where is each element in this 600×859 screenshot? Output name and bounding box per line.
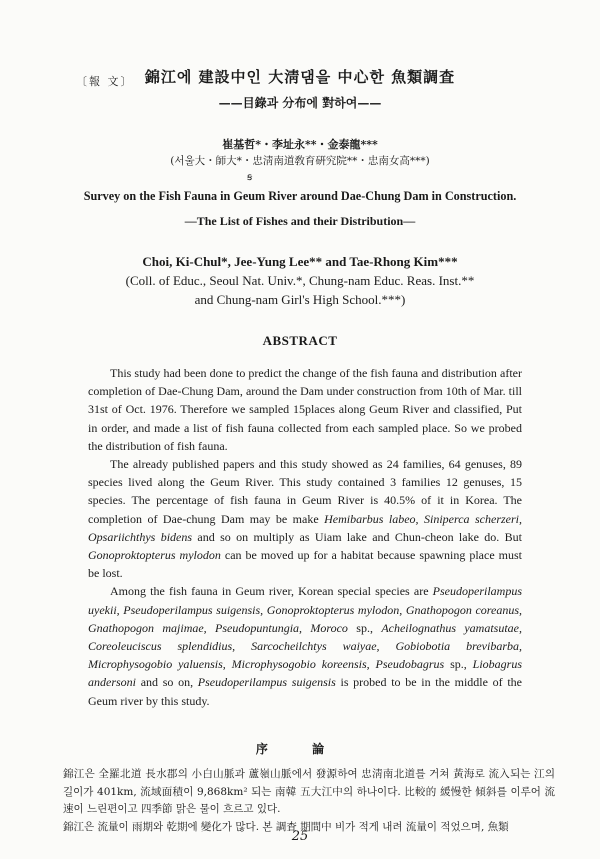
species-names: Hemibarbus labeo, Siniperca scherzeri, Opsariichthys bidens	[88, 511, 522, 544]
species-name: Gonoproktopterus mylodon	[88, 548, 221, 563]
english-affiliation-line1: (Coll. of Educ., Seoul Nat. Univ.*, Chung-nam Educ. Reas. Inst.**	[125, 273, 475, 288]
article-type-label: 〔報 文〕	[76, 75, 134, 88]
abstract-text: sp.,	[347, 620, 382, 635]
page-number: 25	[291, 829, 309, 844]
abstract-text: sp.,	[444, 657, 473, 672]
introduction-paragraph-1: 錦江은 全羅北道 長水郡의 小白山脈과 蘆嶺山脈에서 發源하여 忠淸南北道를 거쳐 黃海로 流入되는 江의 길이가 401km, 流域面積이 9,868km² 되는 南韓 五大江中의 하나이다. 比較的 緩慢한 傾斜를 이루어 流速이 느린편이고 四季節 맑은 물이 흐르고 있다.	[63, 768, 555, 815]
species-names: Pseudoperilampus uyekii, Pseudoperilampus suigensis, Gonoproktopterus mylodon, Gnathopogon coreanus, Gnathopogon majimae, Pseudopuntungia, Moroco	[88, 584, 522, 635]
abstract-text: Among the fish fauna in Geum river, Korean special species are	[110, 584, 433, 599]
abstract-heading: ABSTRACT	[262, 333, 338, 348]
introduction-body	[63, 766, 555, 836]
introduction-paragraph-2: 錦江은 流量이 雨期와 乾期에 變化가 많다. 본 調査 期間中 비가 적게 내려 流量이 적었으며, 魚類	[63, 820, 509, 833]
abstract-text: The already published papers and this study showed as 24 families, 64 genuses, 89 species lived along the Geum River. This study contained 3 families 12 genuses, 15 species. The percentage of fish fauna in Geum River is 40.5% of it in Korea. The completion of Dae-chung Dam may be make	[88, 457, 522, 526]
species-name: Liobagrus andersoni	[88, 657, 522, 690]
abstract-paragraph-1: This study had been done to predict the change of the fish fauna and distribution after completion of Dae-Chung Dam, around the Dam under construction from 10th of Mar. till 31st of Oct. 1976. Therefore we sampled 15places along Geum River and classified, Put in order, and made a list of fish fauna collected from each sampled place. So we probed the distribution of fish fauna.	[88, 366, 522, 453]
english-affiliation-line2: and Chung-nam Girl's High School.***)	[194, 292, 406, 307]
abstract-text: and so on multiply as Uiam lake and Chun-cheon lake do. But	[192, 529, 522, 544]
abstract-text: can be moved up for a habitat because spawning place must be lost.	[88, 548, 522, 581]
abstract-paragraph-2	[88, 455, 522, 582]
abstract-body	[88, 364, 522, 710]
english-subtitle: —The List of Fishes and their Distribution—	[184, 214, 416, 228]
species-name: Pseudoperilampus suigensis	[197, 675, 336, 690]
korean-subtitle: ——目錄과 分布에 對하여——	[218, 96, 382, 110]
english-title: Survey on the Fish Fauna in Geum River around Dae-Chung Dam in Construction.	[83, 189, 517, 203]
abstract-text: is probed to be in the middle of the Geum river by this study.	[88, 675, 522, 708]
english-authors: Choi, Ki-Chul*, Jee-Yung Lee** and Tae-Rhong Kim***	[142, 254, 458, 269]
introduction-heading: 序 論	[255, 742, 345, 756]
abstract-text: and so on,	[136, 675, 198, 690]
stray-mark: ꞩ	[247, 172, 253, 183]
species-names: Acheilognathus yamatsutae, Coreoleuciscus splendidius, Sarcocheilchtys waiyae, Gobiobotia brevibarba, Microphysogobio yaluensis, Microphysogobio koreensis, Pseudobagrus	[88, 620, 522, 672]
korean-title: 錦江에 建設中인 大淸댐을 中心한 魚類調査	[144, 68, 456, 86]
korean-affiliations: (서울大・師大*・忠淸南道敎育硏究院**・忠南女高***)	[170, 155, 430, 167]
abstract-paragraph-3	[88, 582, 522, 709]
korean-authors: 崔基哲*・李址永**・金泰龍***	[222, 138, 378, 151]
